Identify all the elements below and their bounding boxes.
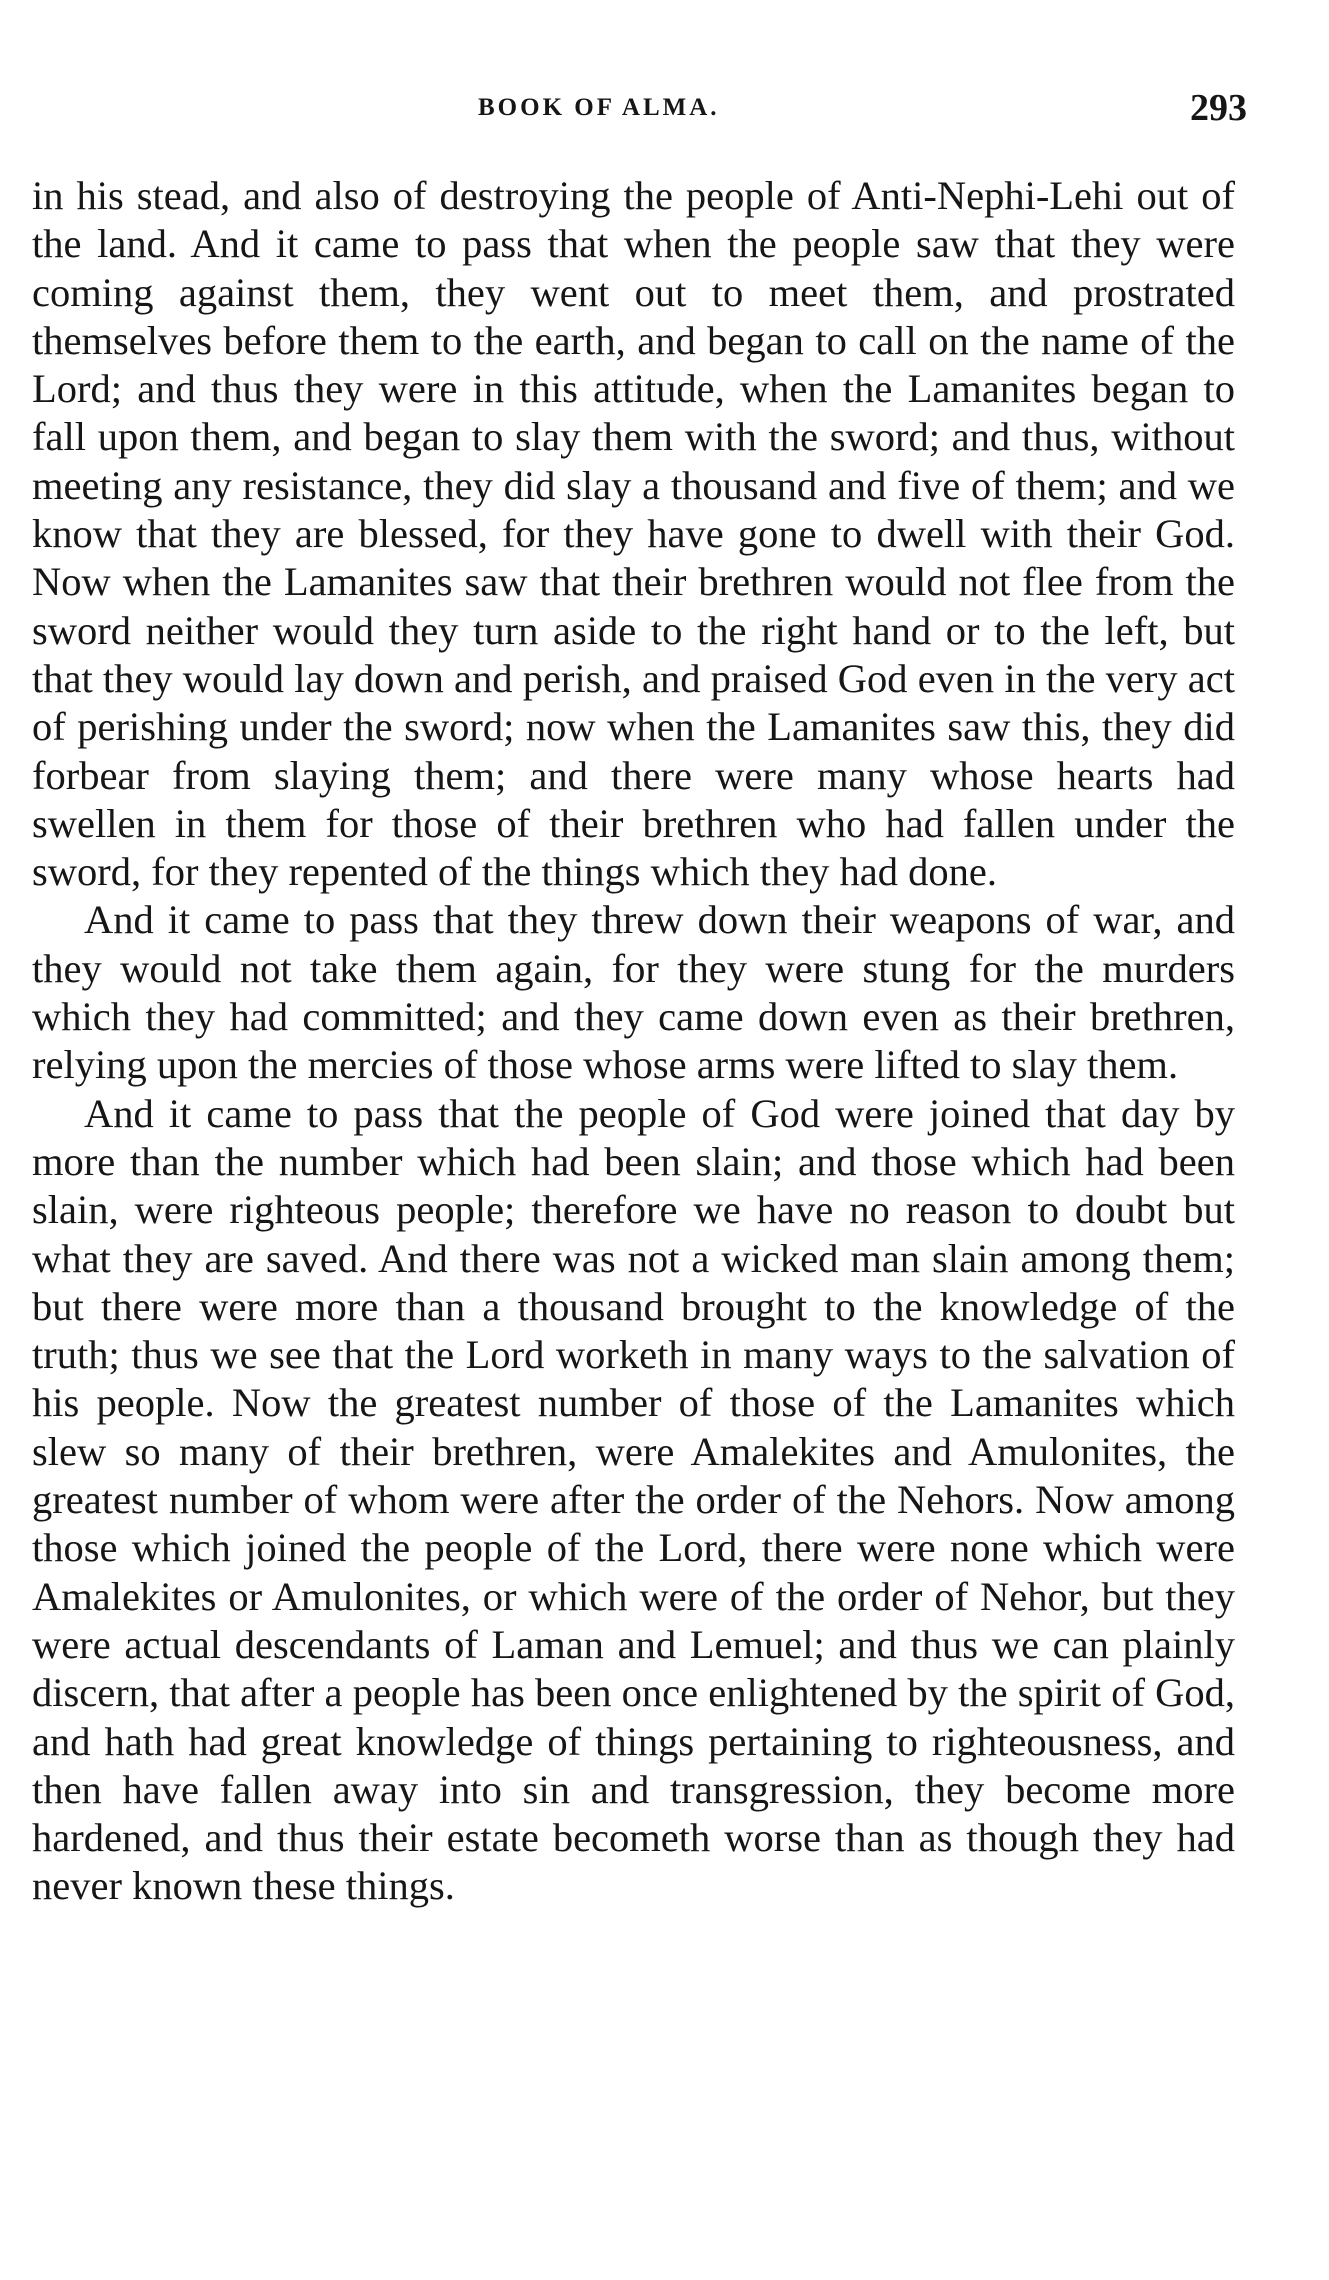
paragraph-weapons: And it came to pass that they threw down their weapons of war, and they would not take them again, for they were stung for the murders which they had committed; and they came down even as their brethren, relying upon the mercies of those whose arms were lifted to slay them. <box>32 897 1235 1088</box>
running-title: BOOK OF ALMA. <box>478 94 720 121</box>
paragraph-continued: in his stead, and also of destroying the people of Anti-Nephi-Lehi out of the land. And it came to pass that when the people saw that they were coming against them, they went out to meet them, and prostrated themselves before them to the earth, and began to call on the name of the Lord; and thus they were in this attitude, when the Lamanites began to fall upon them, and began to slay them with the sword; and thus, without meeting any resistance, they did slay a thousand and five of them; and we know that they are blessed, for they have gone to dwell with their God. Now when the Lamanites saw that their brethren would not flee from the sword neither would they turn aside to the right hand or to the left, but that they would lay down and perish, and praised God even in the very act of perishing under the sword; now when the Lamanites saw this, they did forbear from slaying them; and there were many whose hearts had swellen in them for those of their brethren who had fallen under the sword, for they repented of the things which they had done. <box>32 173 1235 895</box>
running-head <box>0 86 1329 136</box>
body-text <box>32 172 1235 1911</box>
page-number: 293 <box>1190 87 1247 129</box>
paragraph-people-of-god: And it came to pass that the people of God were joined that day by more than the number which had been slain; and those which had been slain, were righteous people; therefore we have no reason to doubt but what they are saved. And there was not a wicked man slain among them; but there were more than a thousand brought to the knowledge of the truth; thus we see that the Lord worketh in many ways to the salvation of his people. Now the greatest number of those of the Lamanites which slew so many of their brethren, were Amalekites and Amulonites, the greatest number of whom were after the order of the Nehors. Now among those which joined the people of the Lord, there were none which were Amalekites or Amulonites, or which were of the order of Nehor, but they were actual descendants of Laman and Lemuel; and thus we can plainly discern, that after a people has been once enlightened by the spirit of God, and hath had great knowledge of things pertaining to righteousness, and then have fallen away into sin and transgression, they become more hardened, and thus their estate becometh worse than as though they had never known these things. <box>32 1090 1235 1909</box>
